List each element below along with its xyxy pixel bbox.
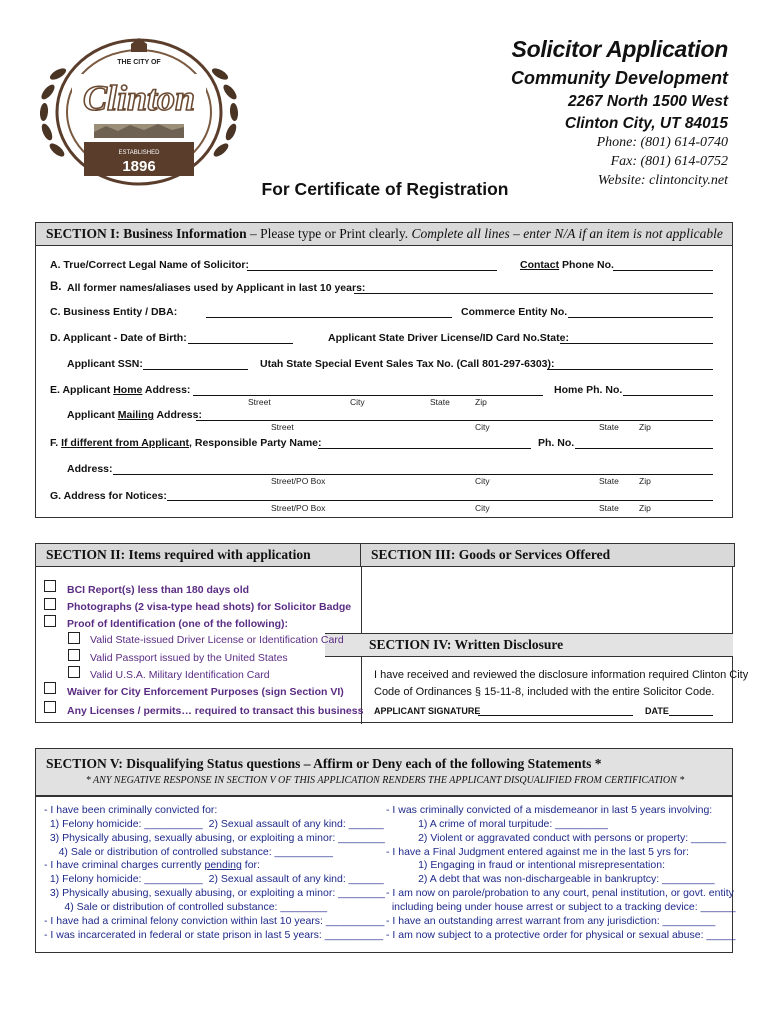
address-line-1: 2267 North 1500 West <box>568 93 728 110</box>
license-label: Applicant State Driver License/ID Card No.State: <box>328 332 569 344</box>
contact-phone-field[interactable] <box>613 270 713 271</box>
statement-right-3: - I have a Final Judgment entered against me in the last 5 yrs for: <box>386 846 689 858</box>
item-licenses: Any Licenses / permits… required to transact this business <box>67 705 364 717</box>
statement-right-1[interactable]: 1) A crime of moral turpitude: _________ <box>386 818 608 830</box>
address-line-2: Clinton City, UT 84015 <box>564 115 728 132</box>
aliases-letter: B. <box>50 281 62 293</box>
home-phone-label: Home Ph. No. <box>554 384 623 396</box>
checkbox-licenses[interactable] <box>44 701 56 713</box>
responsible-party-field[interactable] <box>318 448 531 449</box>
ssn-label: Applicant SSN: <box>67 358 143 370</box>
disclosure-line-1: I have received and reviewed the disclosure information required Clinton City <box>374 669 749 681</box>
svg-text:ESTABLISHED: ESTABLISHED <box>118 150 160 156</box>
website: Website: clintoncity.net <box>597 173 728 188</box>
license-field[interactable] <box>560 343 713 344</box>
item-proof-id: Proof of Identification (one of the following): <box>67 618 289 630</box>
sub-zip: Zip <box>639 422 651 432</box>
statement-left-8[interactable]: - I have had a criminal felony conviction within last 10 years: __________ <box>44 915 385 927</box>
checkbox-proof-id[interactable] <box>44 615 56 627</box>
home-address-field[interactable] <box>193 395 543 396</box>
section-1-heading: SECTION I: Business Information – Please type or Print clearly. Complete all lines – enter N/A if an item is not applicable <box>35 222 733 246</box>
commerce-entity-label: Commerce Entity No. <box>461 306 568 318</box>
mailing-address-field[interactable] <box>196 420 713 421</box>
sub-city: City <box>350 397 365 407</box>
date-label: DATE <box>645 706 669 716</box>
checkbox-bci-report[interactable] <box>44 580 56 592</box>
svg-text:THE CITY OF: THE CITY OF <box>117 59 161 66</box>
sub-state: State <box>430 397 450 407</box>
sub-pobox: Street/PO Box <box>271 476 326 486</box>
item-military-id: Valid U.S.A. Military Identification Card <box>90 669 270 681</box>
responsible-party-label: F. If different from Applicant, Responsible Party Name: <box>50 437 322 449</box>
checkbox-photographs[interactable] <box>44 598 56 610</box>
statement-left-7[interactable]: 4) Sale or distribution of controlled substance: ________ <box>44 901 328 913</box>
statement-right-9[interactable]: - I am now subject to a protective order for physical or sexual abuse: _____ <box>386 929 736 941</box>
checkbox-driver-license[interactable] <box>68 632 80 644</box>
svg-text:1896: 1896 <box>122 158 156 175</box>
statement-right-5[interactable]: 2) A debt that was non-dischargeable in bankruptcy: _________ <box>386 873 715 885</box>
signature-field[interactable] <box>478 715 633 716</box>
sub-state: State <box>599 422 619 432</box>
home-address-label: E. Applicant Home Address: <box>50 384 191 396</box>
sub-zip: Zip <box>639 476 651 486</box>
sub-state: State <box>599 476 619 486</box>
responsible-phone-label: Ph. No. <box>538 437 575 449</box>
statement-left-6[interactable]: 3) Physically abusing, sexually abusing, or exploiting a minor: ________ <box>44 887 385 899</box>
date-field[interactable] <box>669 715 713 716</box>
section-5-note: * ANY NEGATIVE RESPONSE IN SECTION V OF THIS APPLICATION RENDERS THE APPLICANT DISQUALIFIED FROM CERTIFICATION * <box>85 775 685 786</box>
statement-right-4[interactable]: 1) Engaging in fraud or intentional misrepresentation: <box>386 859 665 871</box>
responsible-address-field[interactable] <box>113 474 713 475</box>
sub-city: City <box>475 503 490 513</box>
dob-label: D. Applicant - Date of Birth: <box>50 332 187 344</box>
item-bci-report: BCI Report(s) less than 180 days old <box>67 584 250 596</box>
statement-left-5[interactable]: 1) Felony homicide: __________ 2) Sexual assault of any kind: ______ <box>44 873 384 885</box>
checkbox-passport[interactable] <box>68 649 80 661</box>
header-block <box>511 36 728 190</box>
legal-name-label: A. True/Correct Legal Name of Solicitor: <box>50 259 249 271</box>
department: Community Development <box>510 68 728 88</box>
legal-name-field[interactable] <box>247 270 497 271</box>
section-2-heading: SECTION II: Items required with application <box>35 543 361 567</box>
responsible-address-label: Address: <box>67 463 113 475</box>
business-entity-label: C. Business Entity / DBA: <box>50 306 178 318</box>
business-entity-field[interactable] <box>206 317 452 318</box>
statement-right-8[interactable]: - I have an outstanding arrest warrant from any jurisdiction: _________ <box>386 915 716 927</box>
statement-right-0: - I was criminally convicted of a misdemeanor in last 5 years involving: <box>386 804 713 816</box>
sales-tax-field[interactable] <box>547 369 713 370</box>
item-photographs: Photographs (2 visa-type head shots) for Solicitor Badge <box>67 601 352 613</box>
notices-address-field[interactable] <box>167 500 713 501</box>
sales-tax-label: Utah State Special Event Sales Tax No. (Call 801-297-6303): <box>260 358 555 370</box>
statement-right-6: - I am now on parole/probation to any court, penal institution, or govt. entity <box>386 887 734 899</box>
statement-right-7[interactable]: including being under house arrest or subject to a tracking device: ______ <box>386 901 736 913</box>
home-phone-field[interactable] <box>623 395 713 396</box>
city-seal-logo <box>34 32 244 192</box>
sub-zip: Zip <box>639 503 651 513</box>
disclosure-line-2: Code of Ordinances § 15-11-8, included with the entire Solicitor Code. <box>374 686 715 698</box>
svg-text:Clinton: Clinton <box>82 78 196 118</box>
phone: Phone: (801) 614-0740 <box>596 135 728 150</box>
sub-street: Street <box>271 422 294 432</box>
signature-label: APPLICANT SIGNATURE <box>374 706 481 716</box>
sub-city: City <box>475 422 490 432</box>
responsible-phone-field[interactable] <box>575 448 713 449</box>
statement-left-0: - I have been criminally convicted for: <box>44 804 218 816</box>
statement-left-1[interactable]: 1) Felony homicide: __________ 2) Sexual assault of any kind: ______ <box>44 818 384 830</box>
statement-right-2[interactable]: 2) Violent or aggravated conduct with persons or property: ______ <box>386 832 727 844</box>
statement-left-4: - I have criminal charges currently pending for: <box>44 859 260 871</box>
aliases-field[interactable] <box>354 293 713 294</box>
section-4-heading: SECTION IV: Written Disclosure <box>325 633 733 657</box>
sub-street: Street <box>248 397 271 407</box>
aliases-label: All former names/aliases used by Applicant in last 10 years: <box>67 282 366 294</box>
item-driver-license: Valid State-issued Driver License or Identification Card <box>90 634 344 646</box>
statement-left-3[interactable]: 4) Sale or distribution of controlled substance: __________ <box>44 846 333 858</box>
section-3-heading: SECTION III: Goods or Services Offered <box>360 543 735 567</box>
section-5-heading: SECTION V: Disqualifying Status questions – Affirm or Deny each of the following Statements * <box>46 756 602 771</box>
form-title: Solicitor Application <box>511 36 728 62</box>
checkbox-waiver[interactable] <box>44 682 56 694</box>
commerce-entity-field[interactable] <box>568 317 713 318</box>
sub-zip: Zip <box>475 397 487 407</box>
dob-field[interactable] <box>188 343 293 344</box>
statement-left-9[interactable]: - I was incarcerated in federal or state prison in last 5 years: __________ <box>44 929 384 941</box>
checkbox-military-id[interactable] <box>68 666 80 678</box>
sub-pobox: Street/PO Box <box>271 503 326 513</box>
section-5-header <box>35 748 733 796</box>
sub-city: City <box>475 476 490 486</box>
item-passport: Valid Passport issued by the United States <box>90 652 288 664</box>
sub-state: State <box>599 503 619 513</box>
ssn-field[interactable] <box>143 369 248 370</box>
fax: Fax: (801) 614-0752 <box>610 154 728 169</box>
contact-phone-label: Contact Phone No. <box>520 259 614 271</box>
statement-left-2[interactable]: 3) Physically abusing, sexually abusing, or exploiting a minor: ________ <box>44 832 385 844</box>
mailing-address-label: Applicant Mailing Address: <box>67 409 202 421</box>
item-waiver: Waiver for City Enforcement Purposes (sign Section VI) <box>67 686 344 698</box>
form-subtitle: For Certificate of Registration <box>261 179 509 199</box>
notices-address-label: G. Address for Notices: <box>50 490 167 502</box>
